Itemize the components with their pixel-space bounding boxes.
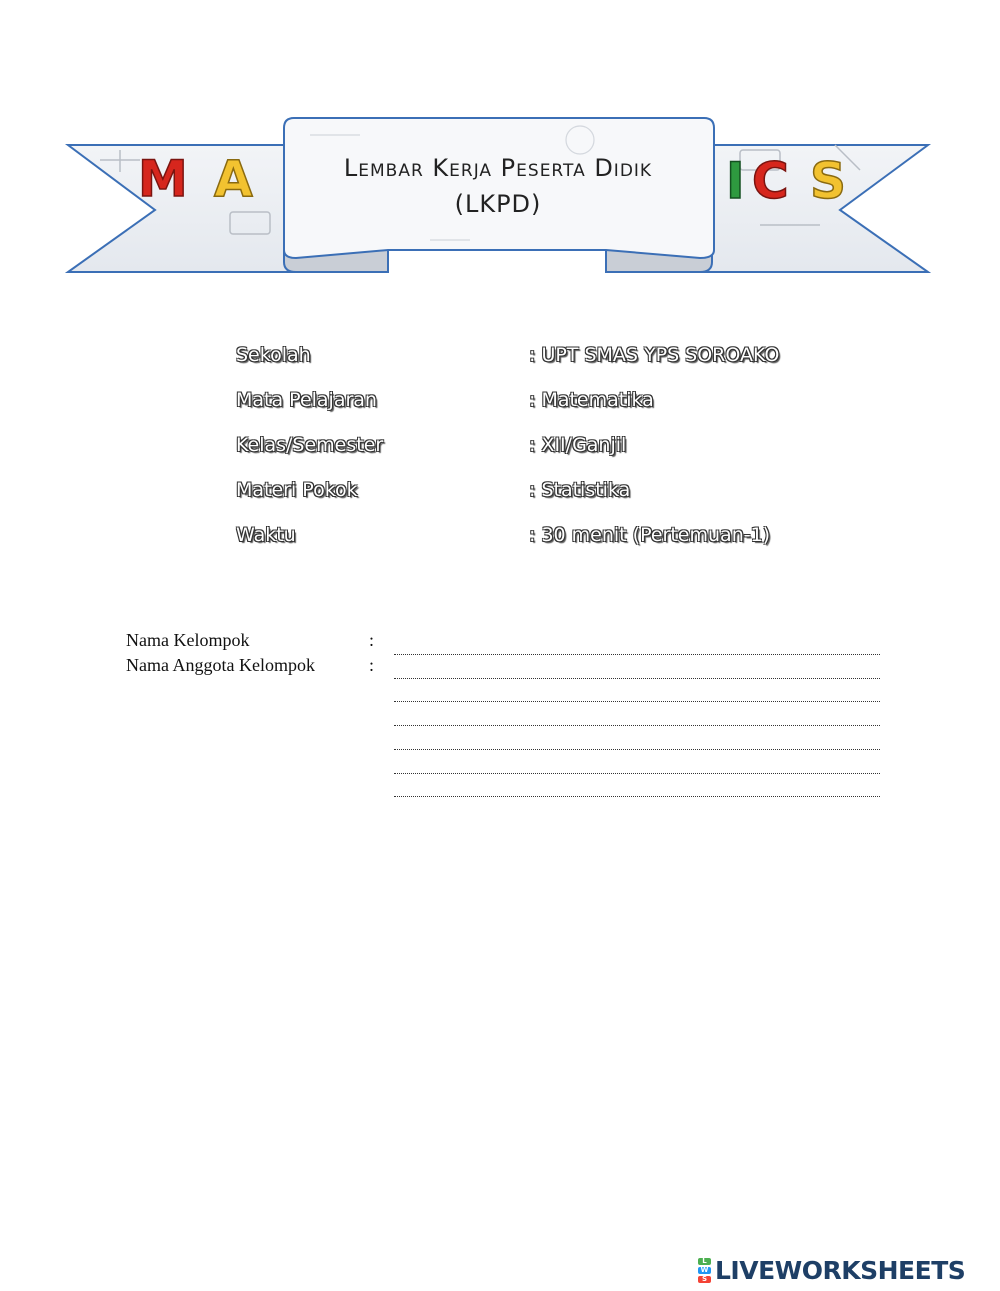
info-value: : Matematika [529,389,654,411]
school-info-block [236,342,856,567]
member-line[interactable] [394,678,880,679]
info-label: Waktu [236,524,296,546]
info-label: Mata Pelajaran [236,389,377,411]
info-label: Kelas/Semester [236,434,384,456]
member-line[interactable] [394,725,880,726]
title-banner [0,0,1000,300]
member-line[interactable] [394,796,880,797]
member-line[interactable] [394,701,880,702]
liveworksheets-logo [698,1255,965,1285]
info-value: : UPT SMAS YPS SOROAKO [529,344,780,366]
banner-letter-i: I [726,152,745,210]
banner-letter-m: M [138,150,188,208]
info-label: Materi Pokok [236,479,358,501]
info-row-time [236,522,856,567]
banner-letter-a: A [214,150,253,208]
group-name-label: Nama Kelompok [126,630,250,650]
logo-text: LIVEWORKSHEETS [715,1255,966,1285]
colon: : [369,655,375,675]
banner-letter-c: C [752,152,789,210]
info-value: : 30 menit (Pertemuan-1) [529,524,771,546]
info-row-topic [236,477,856,522]
title-line-1: Lembar Kerja Peserta Didik [343,154,653,182]
member-line[interactable] [394,773,880,774]
title-line-2: (LKPD) [454,190,542,218]
info-row-school [236,342,856,387]
group-members-label: Nama Anggota Kelompok [126,655,315,675]
banner-letter-s: S [810,152,847,210]
worksheet-title [288,150,708,240]
group-name-line[interactable] [394,654,880,655]
liveworksheets-icon: L W S [698,1257,711,1283]
info-row-subject [236,387,856,432]
colon: : [369,630,375,650]
info-label: Sekolah [236,344,311,366]
member-line[interactable] [394,749,880,750]
info-value: : Statistika [529,479,631,501]
info-row-class-semester [236,432,856,477]
info-value: : XII/Ganjil [529,434,627,456]
